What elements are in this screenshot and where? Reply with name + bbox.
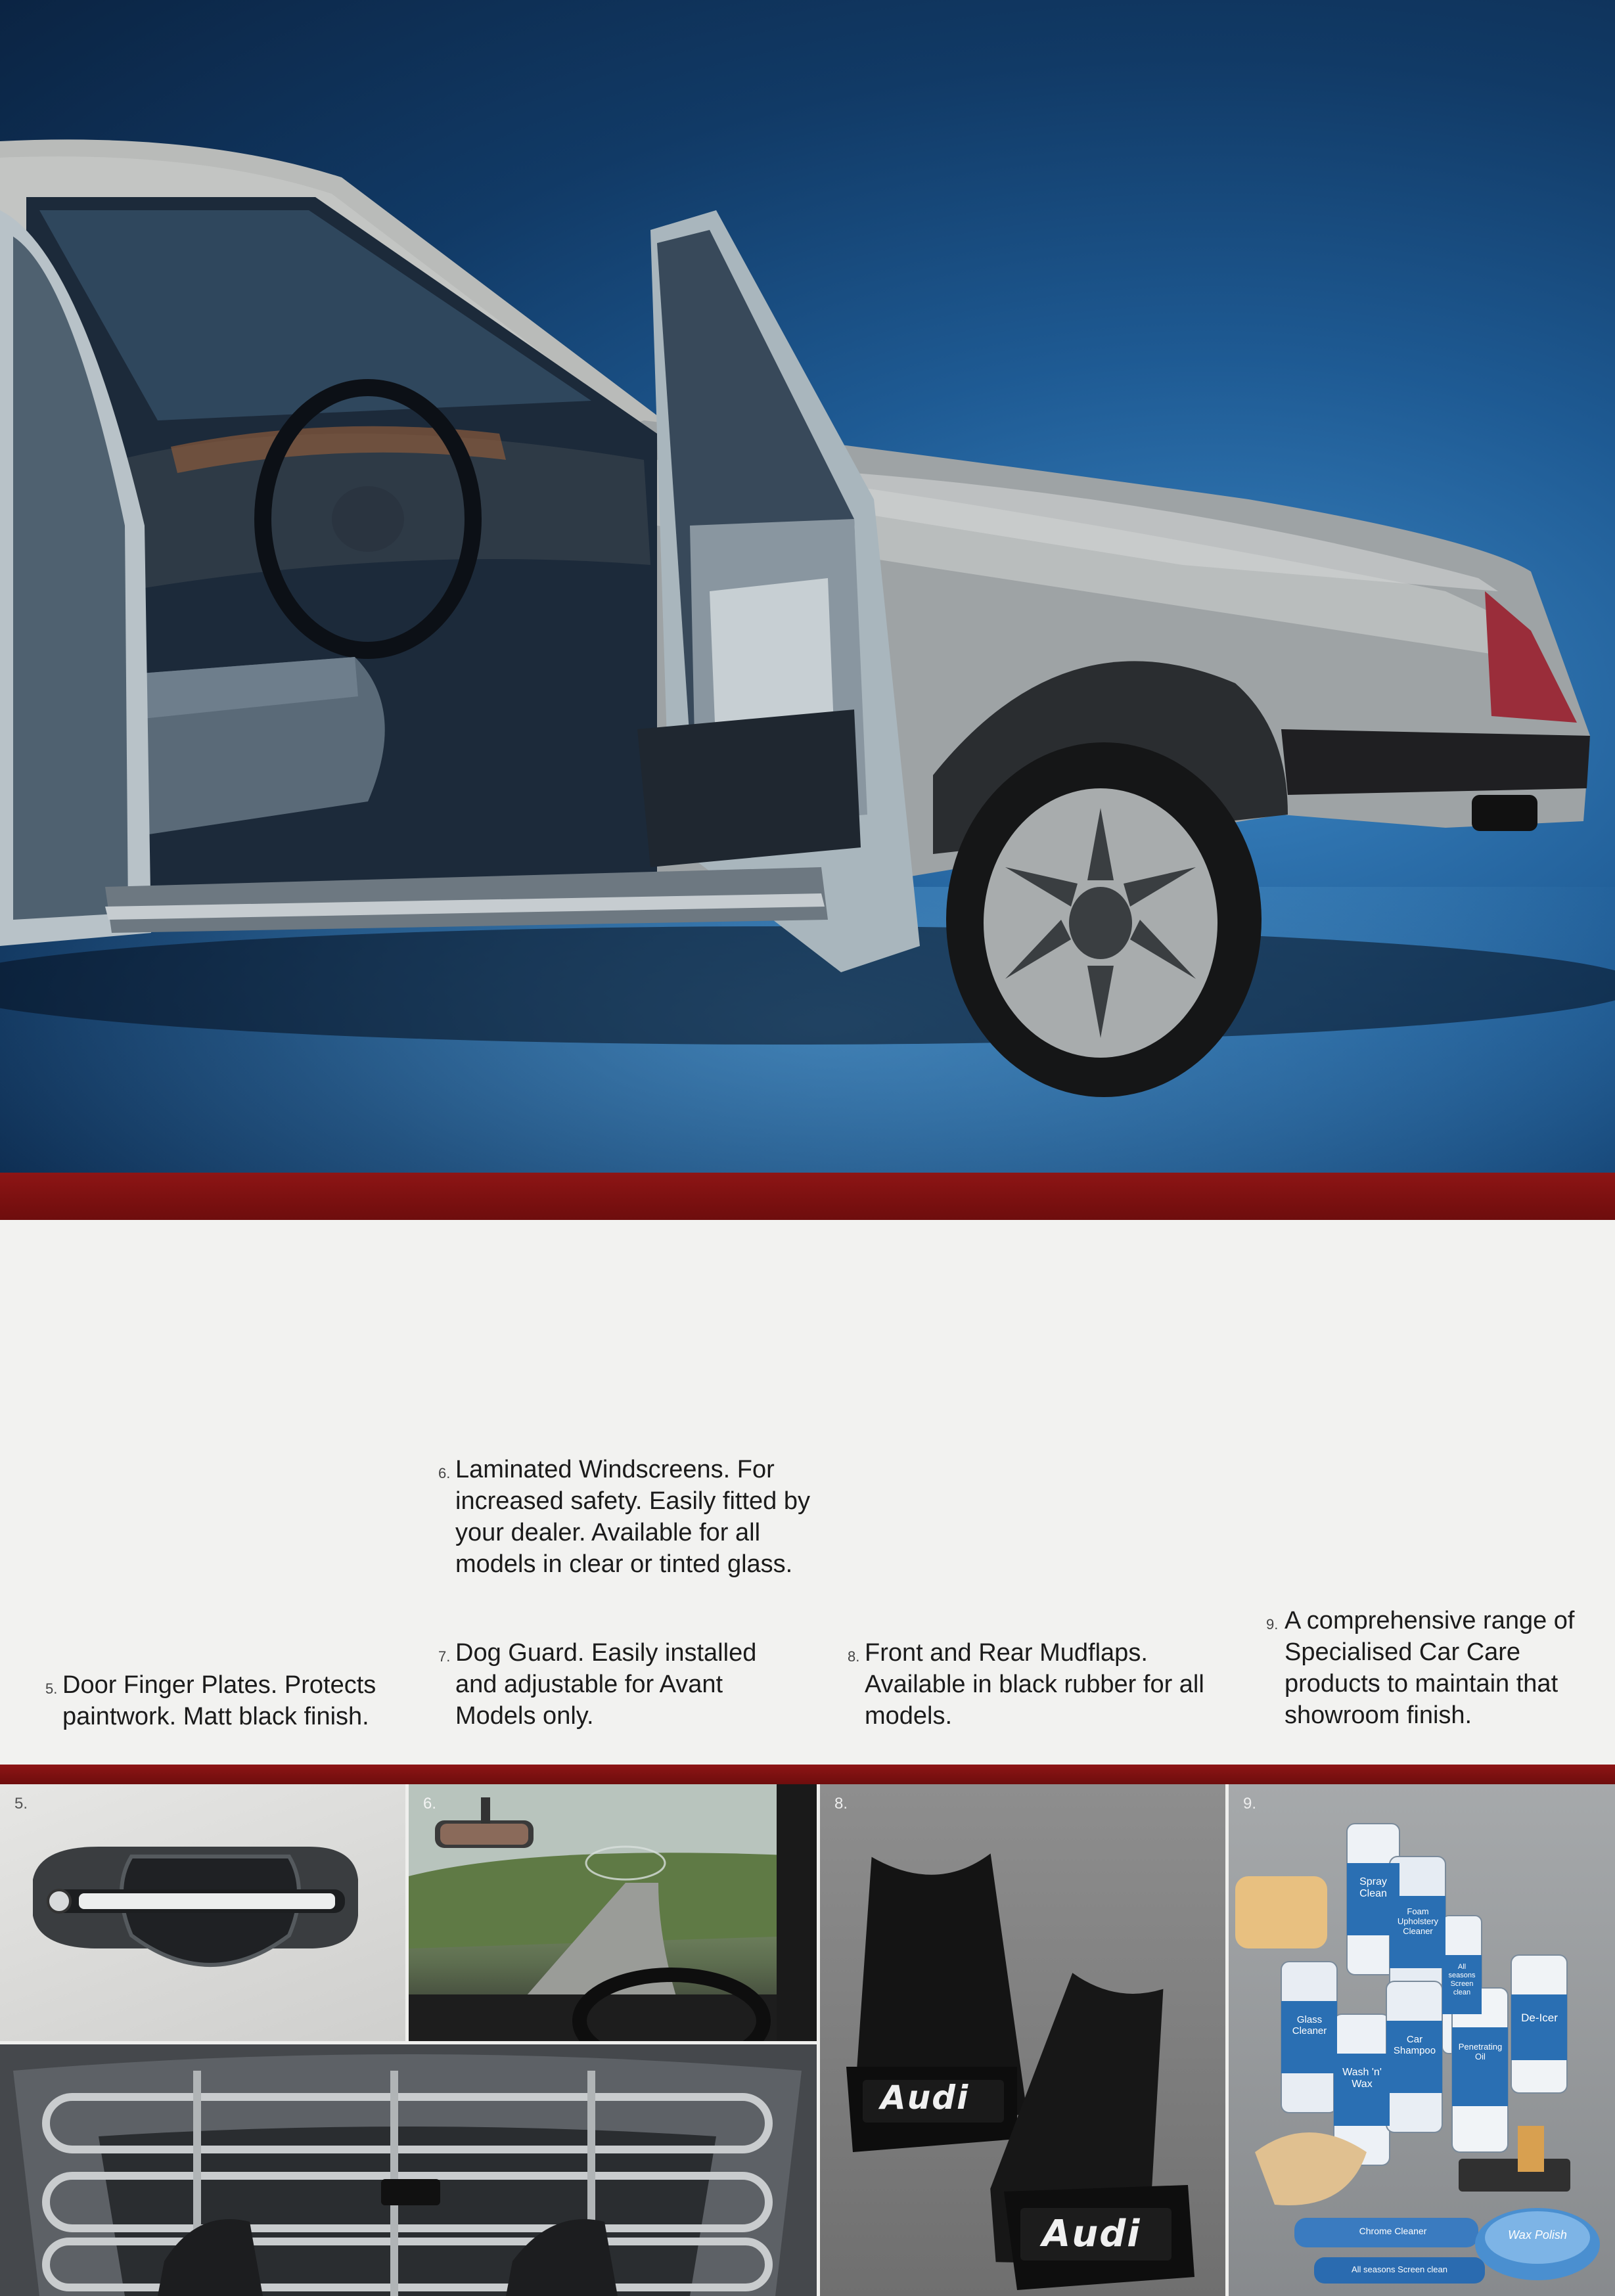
caption-7-number: 7.	[438, 1648, 451, 1665]
caption-7	[438, 1637, 797, 1732]
mudflaps-illustration	[820, 1784, 1225, 2296]
tile-car-care-products	[1229, 1784, 1615, 2296]
product-label-spray-clean: Spray Clean	[1359, 1876, 1387, 1899]
windscreen-illustration	[409, 1784, 817, 2041]
caption-7-text: Dog Guard. Easily installed and adjustable for Avant Models only.	[455, 1639, 757, 1730]
mudflap-logo-right: Audi	[1042, 2213, 1141, 2255]
caption-6	[438, 1454, 810, 1580]
tile-mudflaps	[820, 1784, 1225, 2296]
caption-5	[45, 1669, 404, 1732]
product-label-screen-clean-tube: All seasons Screen clean	[1352, 2264, 1447, 2274]
caption-6-text: Laminated Windscreens. For increased safety. Easily fitted by your dealer. Available for all models in clear or tinted glass.	[455, 1456, 810, 1578]
dog-guard-illustration	[0, 2044, 817, 2296]
product-label-wash-n-wax: Wash 'n' Wax	[1342, 2067, 1382, 2090]
tile-dog-guard	[0, 2044, 817, 2296]
caption-8-text: Front and Rear Mudflaps. Available in black rubber for all models.	[865, 1639, 1204, 1730]
tile-6-label: 6.	[423, 1795, 437, 1812]
tile-8-label: 8.	[834, 1795, 848, 1812]
product-label-de-icer: De-Icer	[1521, 2012, 1558, 2024]
caption-6-number: 6.	[438, 1465, 451, 1481]
product-label-penetrating-oil: Penetrating Oil	[1458, 2042, 1503, 2061]
product-label-car-shampoo: Car Shampoo	[1393, 2034, 1436, 2056]
red-divider-bottom	[0, 1765, 1615, 1784]
caption-9	[1266, 1605, 1610, 1731]
caption-8	[848, 1637, 1219, 1732]
tile-door-finger-plate	[0, 1784, 405, 2041]
product-label-glass-cleaner: Glass Cleaner	[1292, 2014, 1327, 2037]
red-divider-top	[0, 1173, 1615, 1220]
tile-9-label: 9.	[1243, 1795, 1257, 1812]
mudflap-logo-left: Audi	[880, 2079, 970, 2117]
caption-9-text: A comprehensive range of Specialised Car Care products to maintain that showroom finish.	[1285, 1607, 1575, 1729]
tile-5-label: 5.	[14, 1795, 28, 1812]
caption-5-number: 5.	[45, 1680, 58, 1697]
product-label-chrome-cleaner: Chrome Cleaner	[1359, 2226, 1427, 2236]
caption-8-number: 8.	[848, 1648, 860, 1665]
door-handle-illustration	[0, 1784, 405, 2041]
caption-5-text: Door Finger Plates. Protects paintwork. Matt black finish.	[62, 1671, 376, 1730]
product-label-screen-clean: All seasons Screen clean	[1448, 1963, 1476, 1996]
tile-laminated-windscreen	[409, 1784, 817, 2041]
product-label-wax-polish: Wax Polish	[1508, 2228, 1567, 2241]
caption-9-number: 9.	[1266, 1616, 1279, 1632]
product-label-foam-cleaner: Foam Upholstery Cleaner	[1397, 1906, 1439, 1936]
